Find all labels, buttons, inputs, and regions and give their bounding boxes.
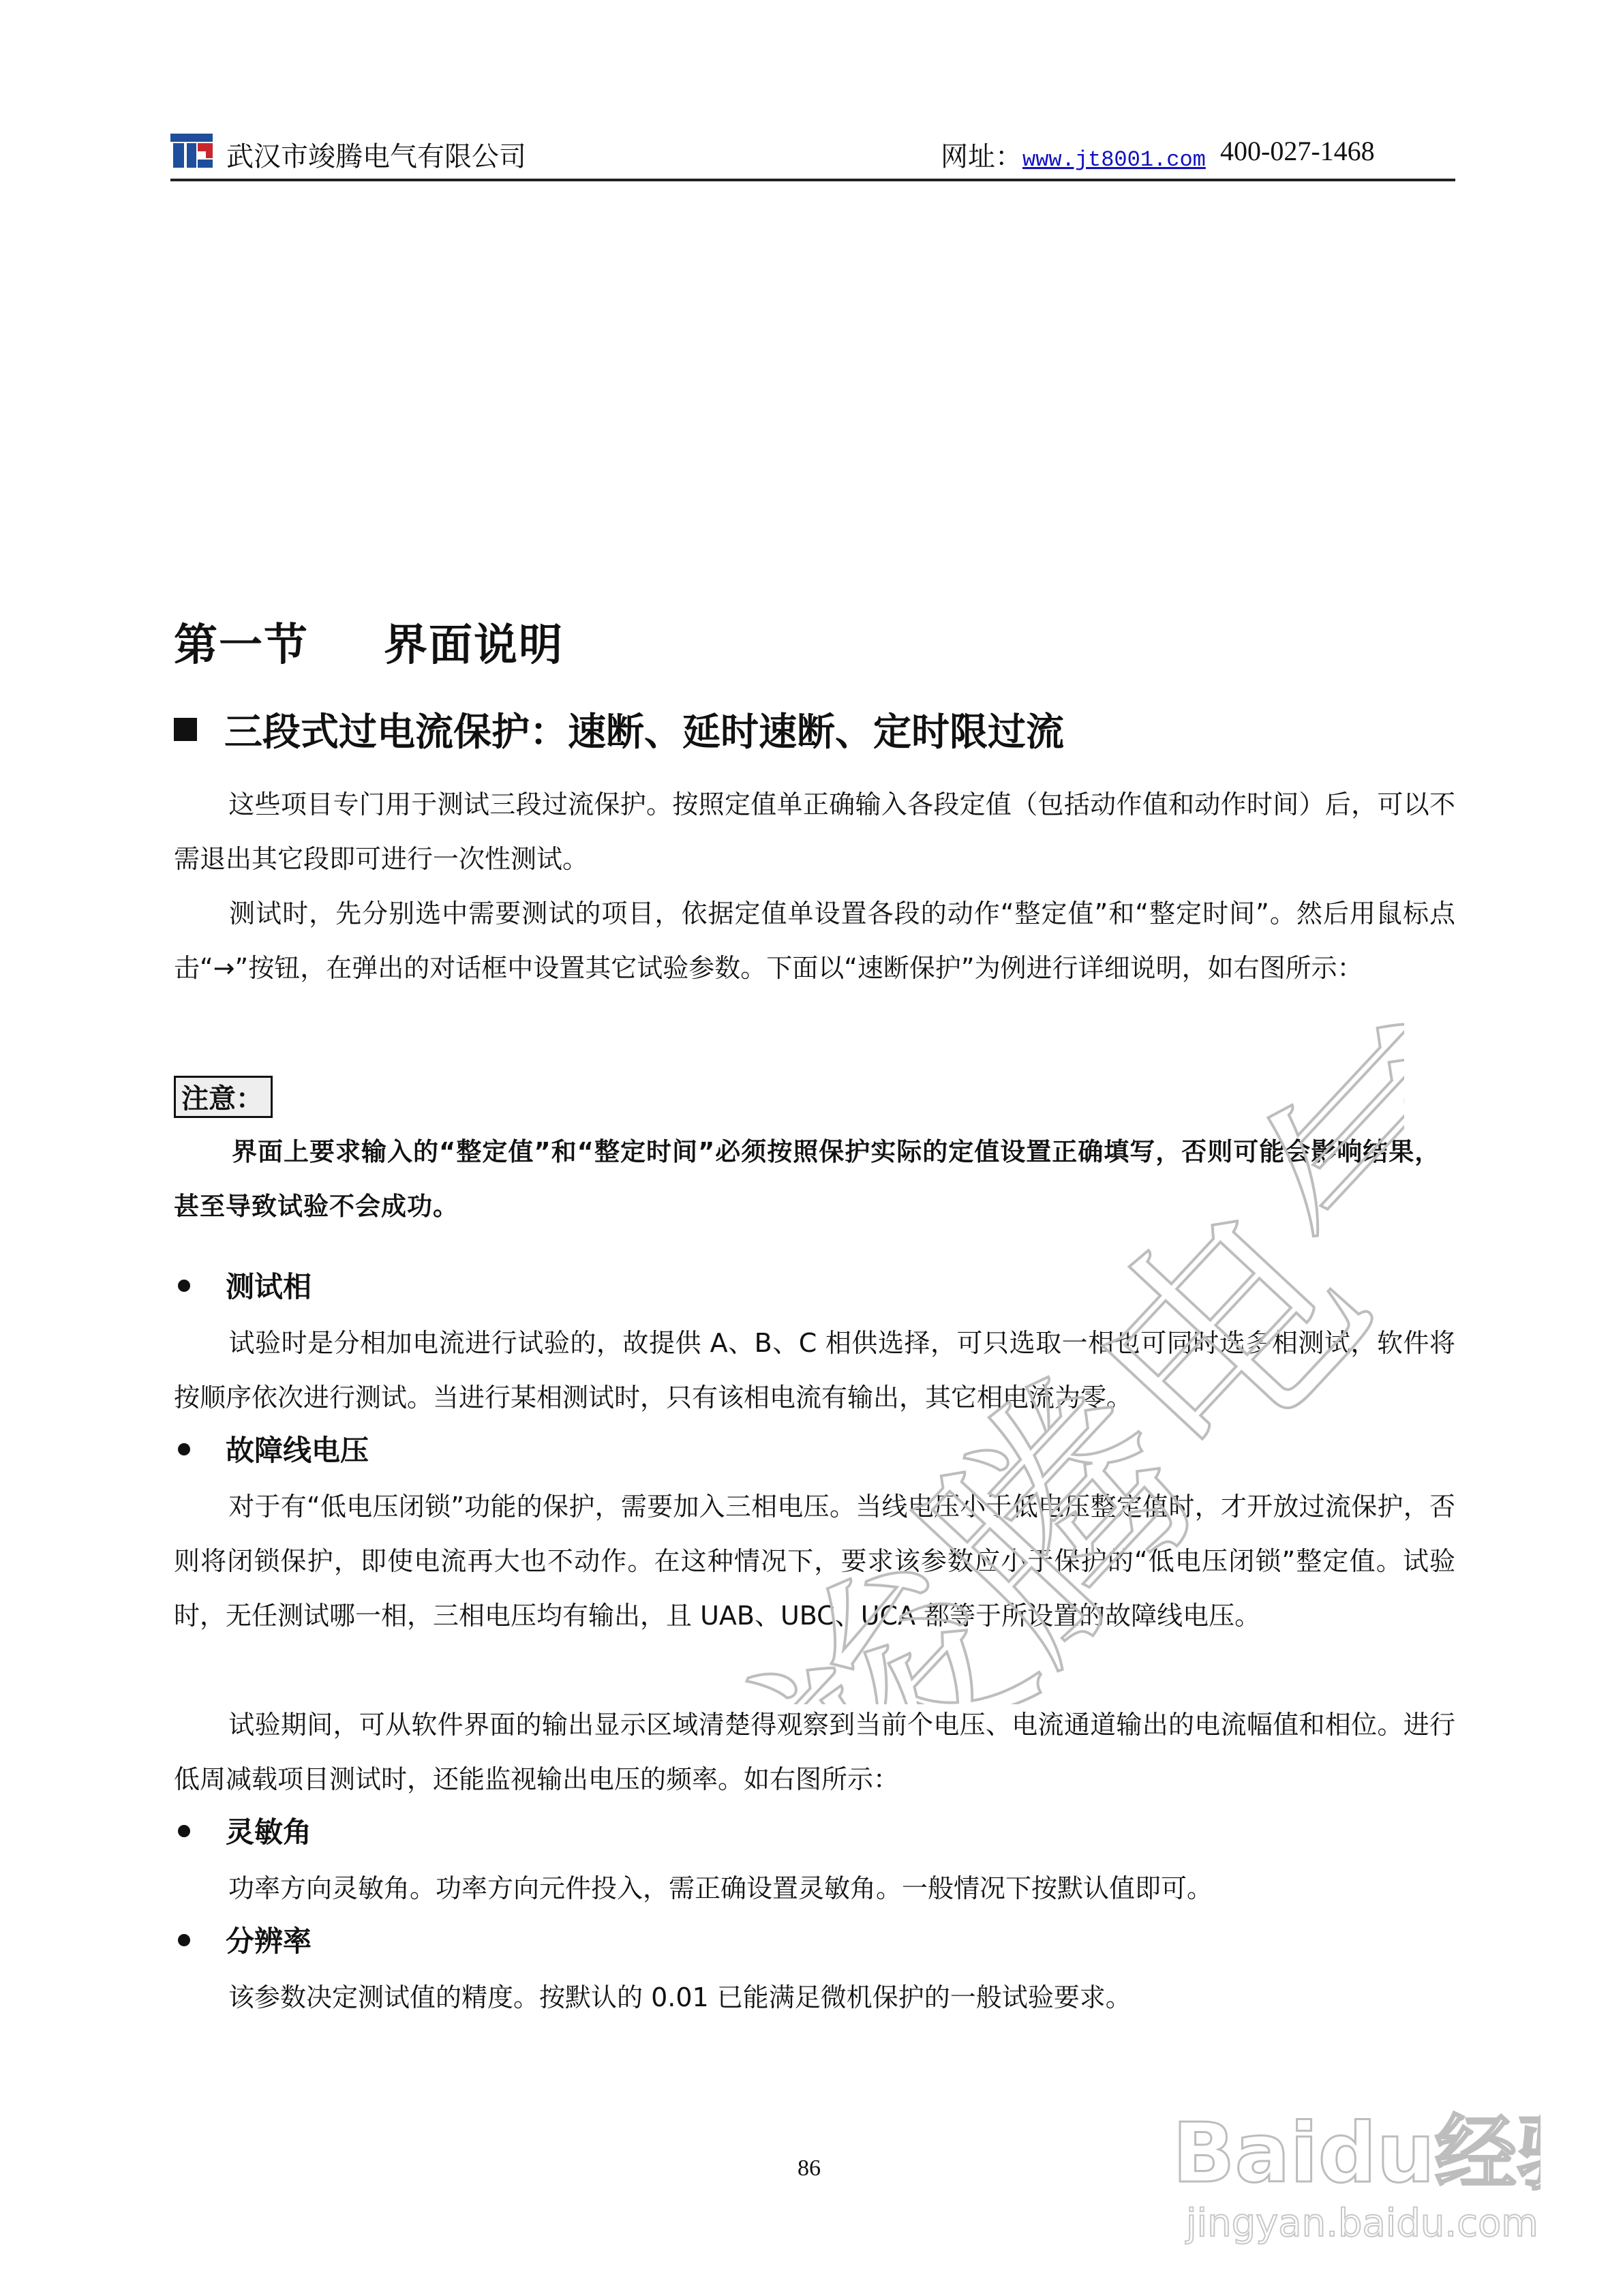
bullet-dot-icon xyxy=(178,1443,190,1455)
svg-text:Baidu经验: Baidu经 xyxy=(1172,2106,1517,2201)
sub-title: 三段式过电流保护：速断、延时速断、定时限过流 xyxy=(174,702,1064,757)
svg-text:jingyan.baidu.com: jingyan.baidu.com xyxy=(1186,2201,1538,2246)
paragraph-intro: 这些项目专门用于测试三段过流保护。按照定值单正确输入各段定值（包括动作值和动作时间）后，可以不需退出其它段即可进行一次性测试。 xyxy=(174,789,1455,874)
page-header xyxy=(170,130,1455,181)
bullet-test-phase-text: 试验时是分相加电流进行试验的，故提供 A、B、C 相供选择，可只选取一相也可同时选多相测试，软件将按顺序依次进行测试。当进行某相测试时，只有该相电流有输出，其它相电流为零。 xyxy=(174,1328,1455,1413)
bullet-sensitive-angle: 灵敏角 xyxy=(174,1810,312,1851)
company-logo-icon xyxy=(170,134,213,168)
square-bullet-icon xyxy=(174,718,197,741)
bullet-sensitive-angle-text: 功率方向灵敏角。功率方向元件投入，需正确设置灵敏角。一般情况下按默认值即可。 xyxy=(228,1873,1213,1903)
section-title xyxy=(174,610,564,673)
note-label: 注意： xyxy=(174,1076,273,1118)
bullet-fault-voltage-text: 对于有“低电压闭锁”功能的保护，需要加入三相电压。当线电压小于低电压整定值时，才开放过流保护，否则将闭锁保护，即使电流再大也不动作。在这种情况下，要求该参数应小于保护的“低电压闭锁”整定值。试验时，无任测试哪一相，三相电压均有输出，且 UAB、UBC、UCA 都等于所设置的故障线电压。 xyxy=(174,1492,1455,1631)
bullet-test-phase: 测试相 xyxy=(174,1265,312,1305)
svg-text:竣腾电气: 竣腾电气 xyxy=(706,971,1404,1704)
website-label: 网址：www.jt8001.com xyxy=(941,141,1206,172)
company-name: 武汉市竣腾电气有限公司 xyxy=(226,141,526,172)
baidu-watermark xyxy=(1159,2079,1541,2250)
bullet-resolution-text: 该参数决定测试值的精度。按默认的 0.01 已能满足微机保护的一般试验要求。 xyxy=(228,1982,1132,2012)
phone-number: 400-027-1468 xyxy=(1220,136,1375,166)
bullet-resolution: 分辨率 xyxy=(174,1919,312,1960)
paragraph-usage: 测试时，先分别选中需要测试的项目，依据定值单设置各段的动作“整定值”和“整定时间”。然后用鼠标点击“→”按钮，在弹出的对话框中设置其它试验参数。下面以“速断保护”为例进行详细说明，如右图所示： xyxy=(174,898,1455,983)
section-number: 第一节 xyxy=(174,620,309,671)
website-link[interactable]: www.jt8001.com xyxy=(1022,147,1206,172)
bullet-fault-voltage-text-2: 试验期间，可从软件界面的输出显示区域清楚得观察到当前个电压、电流通道输出的电流幅值和相位。进行低周减载项目测试时，还能监视输出电压的频率。如右图所示： xyxy=(174,1710,1455,1794)
page-number: 86 xyxy=(798,2156,821,2181)
bullet-dot-icon xyxy=(178,1280,190,1292)
note-text: 界面上要求输入的“整定值”和“整定时间”必须按照保护实际的定值设置正确填写，否则可能会影响结果，甚至导致试验不会成功。 xyxy=(174,1137,1441,1221)
section-heading: 界面说明 xyxy=(384,620,564,671)
bullet-dot-icon xyxy=(178,1934,190,1946)
bullet-fault-voltage: 故障线电压 xyxy=(174,1428,369,1469)
bullet-dot-icon xyxy=(178,1825,190,1837)
